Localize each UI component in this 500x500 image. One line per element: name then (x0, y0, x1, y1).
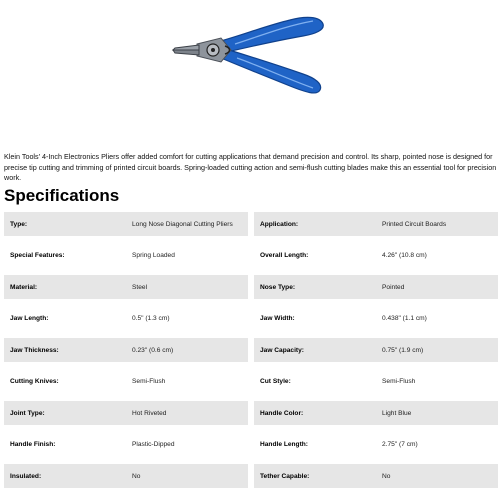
spec-cell-left (4, 433, 248, 457)
spec-label: Jaw Length: (10, 315, 49, 322)
spec-value: Light Blue (382, 409, 412, 417)
spec-row (4, 370, 498, 394)
spec-value: Hot Riveted (132, 409, 167, 417)
spec-cell-right (254, 401, 498, 425)
spec-label: Material: (10, 283, 38, 291)
spec-cell-right (254, 464, 498, 488)
spec-cell-left (4, 401, 248, 425)
lower-jaw (173, 50, 199, 55)
spec-label: Handle Finish: (10, 441, 56, 448)
spec-row (4, 338, 498, 362)
spec-cell-right (254, 275, 498, 299)
spec-label: Tether Capable: (260, 472, 310, 480)
spec-value: No (132, 472, 141, 480)
spec-cell-right (254, 338, 498, 362)
spec-row (4, 433, 498, 457)
spec-value: No (382, 472, 391, 480)
spec-label: Overall Length: (260, 252, 309, 259)
spec-value: 2.75" (7 cm) (382, 441, 418, 448)
spec-value: 0.5" (1.3 cm) (132, 315, 170, 322)
spec-value: Semi-Flush (382, 378, 416, 385)
product-description: Klein Tools' 4-Inch Electronics Pliers offer added comfort for cutting applications that demand precision and control. Its sharp, pointed nose is designed for precise tip cutting and trimming of printed circuit boards. Spring-loaded cutting action and semi-flush cutting blades make this an essential tool for precision work. (4, 152, 497, 182)
spec-cell-right (254, 433, 498, 457)
specifications-table (4, 212, 498, 496)
spec-cell-right (254, 370, 498, 394)
spec-label: Insulated: (10, 472, 42, 480)
spec-cell-left (4, 212, 248, 236)
spec-value: Long Nose Diagonal Cutting Pliers (132, 220, 233, 228)
spec-label: Cut Style: (260, 378, 291, 385)
spec-cell-right (254, 307, 498, 331)
spec-cell-left (4, 307, 248, 331)
spec-value: Spring Loaded (132, 252, 175, 259)
spec-row (4, 307, 498, 331)
spec-label: Type: (10, 220, 28, 228)
spec-row (4, 212, 498, 236)
spec-label: Jaw Thickness: (10, 346, 59, 354)
spec-label: Joint Type: (10, 409, 45, 417)
spec-label: Nose Type: (260, 283, 296, 291)
spec-cell-left (4, 338, 248, 362)
spec-cell-right (254, 244, 498, 268)
spec-value: Plastic-Dipped (132, 441, 175, 448)
spec-row (4, 244, 498, 268)
spec-label: Handle Length: (260, 441, 308, 448)
spec-label: Jaw Width: (260, 315, 295, 322)
spec-label: Application: (260, 220, 299, 228)
spec-row (4, 401, 498, 425)
spec-value: 0.438" (1.1 cm) (382, 315, 427, 322)
spec-value: Semi-Flush (132, 378, 166, 385)
specifications-heading: Specifications (4, 186, 120, 205)
spec-cell-left (4, 275, 248, 299)
spec-label: Handle Color: (260, 409, 304, 417)
spec-value: Pointed (382, 283, 405, 291)
spec-value: Printed Circuit Boards (382, 220, 447, 228)
spec-row (4, 275, 498, 299)
spec-value: 0.75" (1.9 cm) (382, 346, 424, 354)
spec-label: Cutting Knives: (10, 378, 59, 385)
spec-value: 0.23" (0.6 cm) (132, 346, 174, 354)
spec-value: Steel (132, 283, 148, 291)
spec-row (4, 464, 498, 488)
spec-cell-left (4, 464, 248, 488)
pliers-image (165, 8, 335, 108)
upper-jaw (173, 45, 199, 50)
spec-label: Jaw Capacity: (260, 346, 304, 354)
spec-cell-right (254, 212, 498, 236)
spec-cell-left (4, 370, 248, 394)
spec-label: Special Features: (10, 252, 65, 259)
spec-cell-left (4, 244, 248, 268)
spec-value: 4.26" (10.8 cm) (382, 252, 427, 259)
